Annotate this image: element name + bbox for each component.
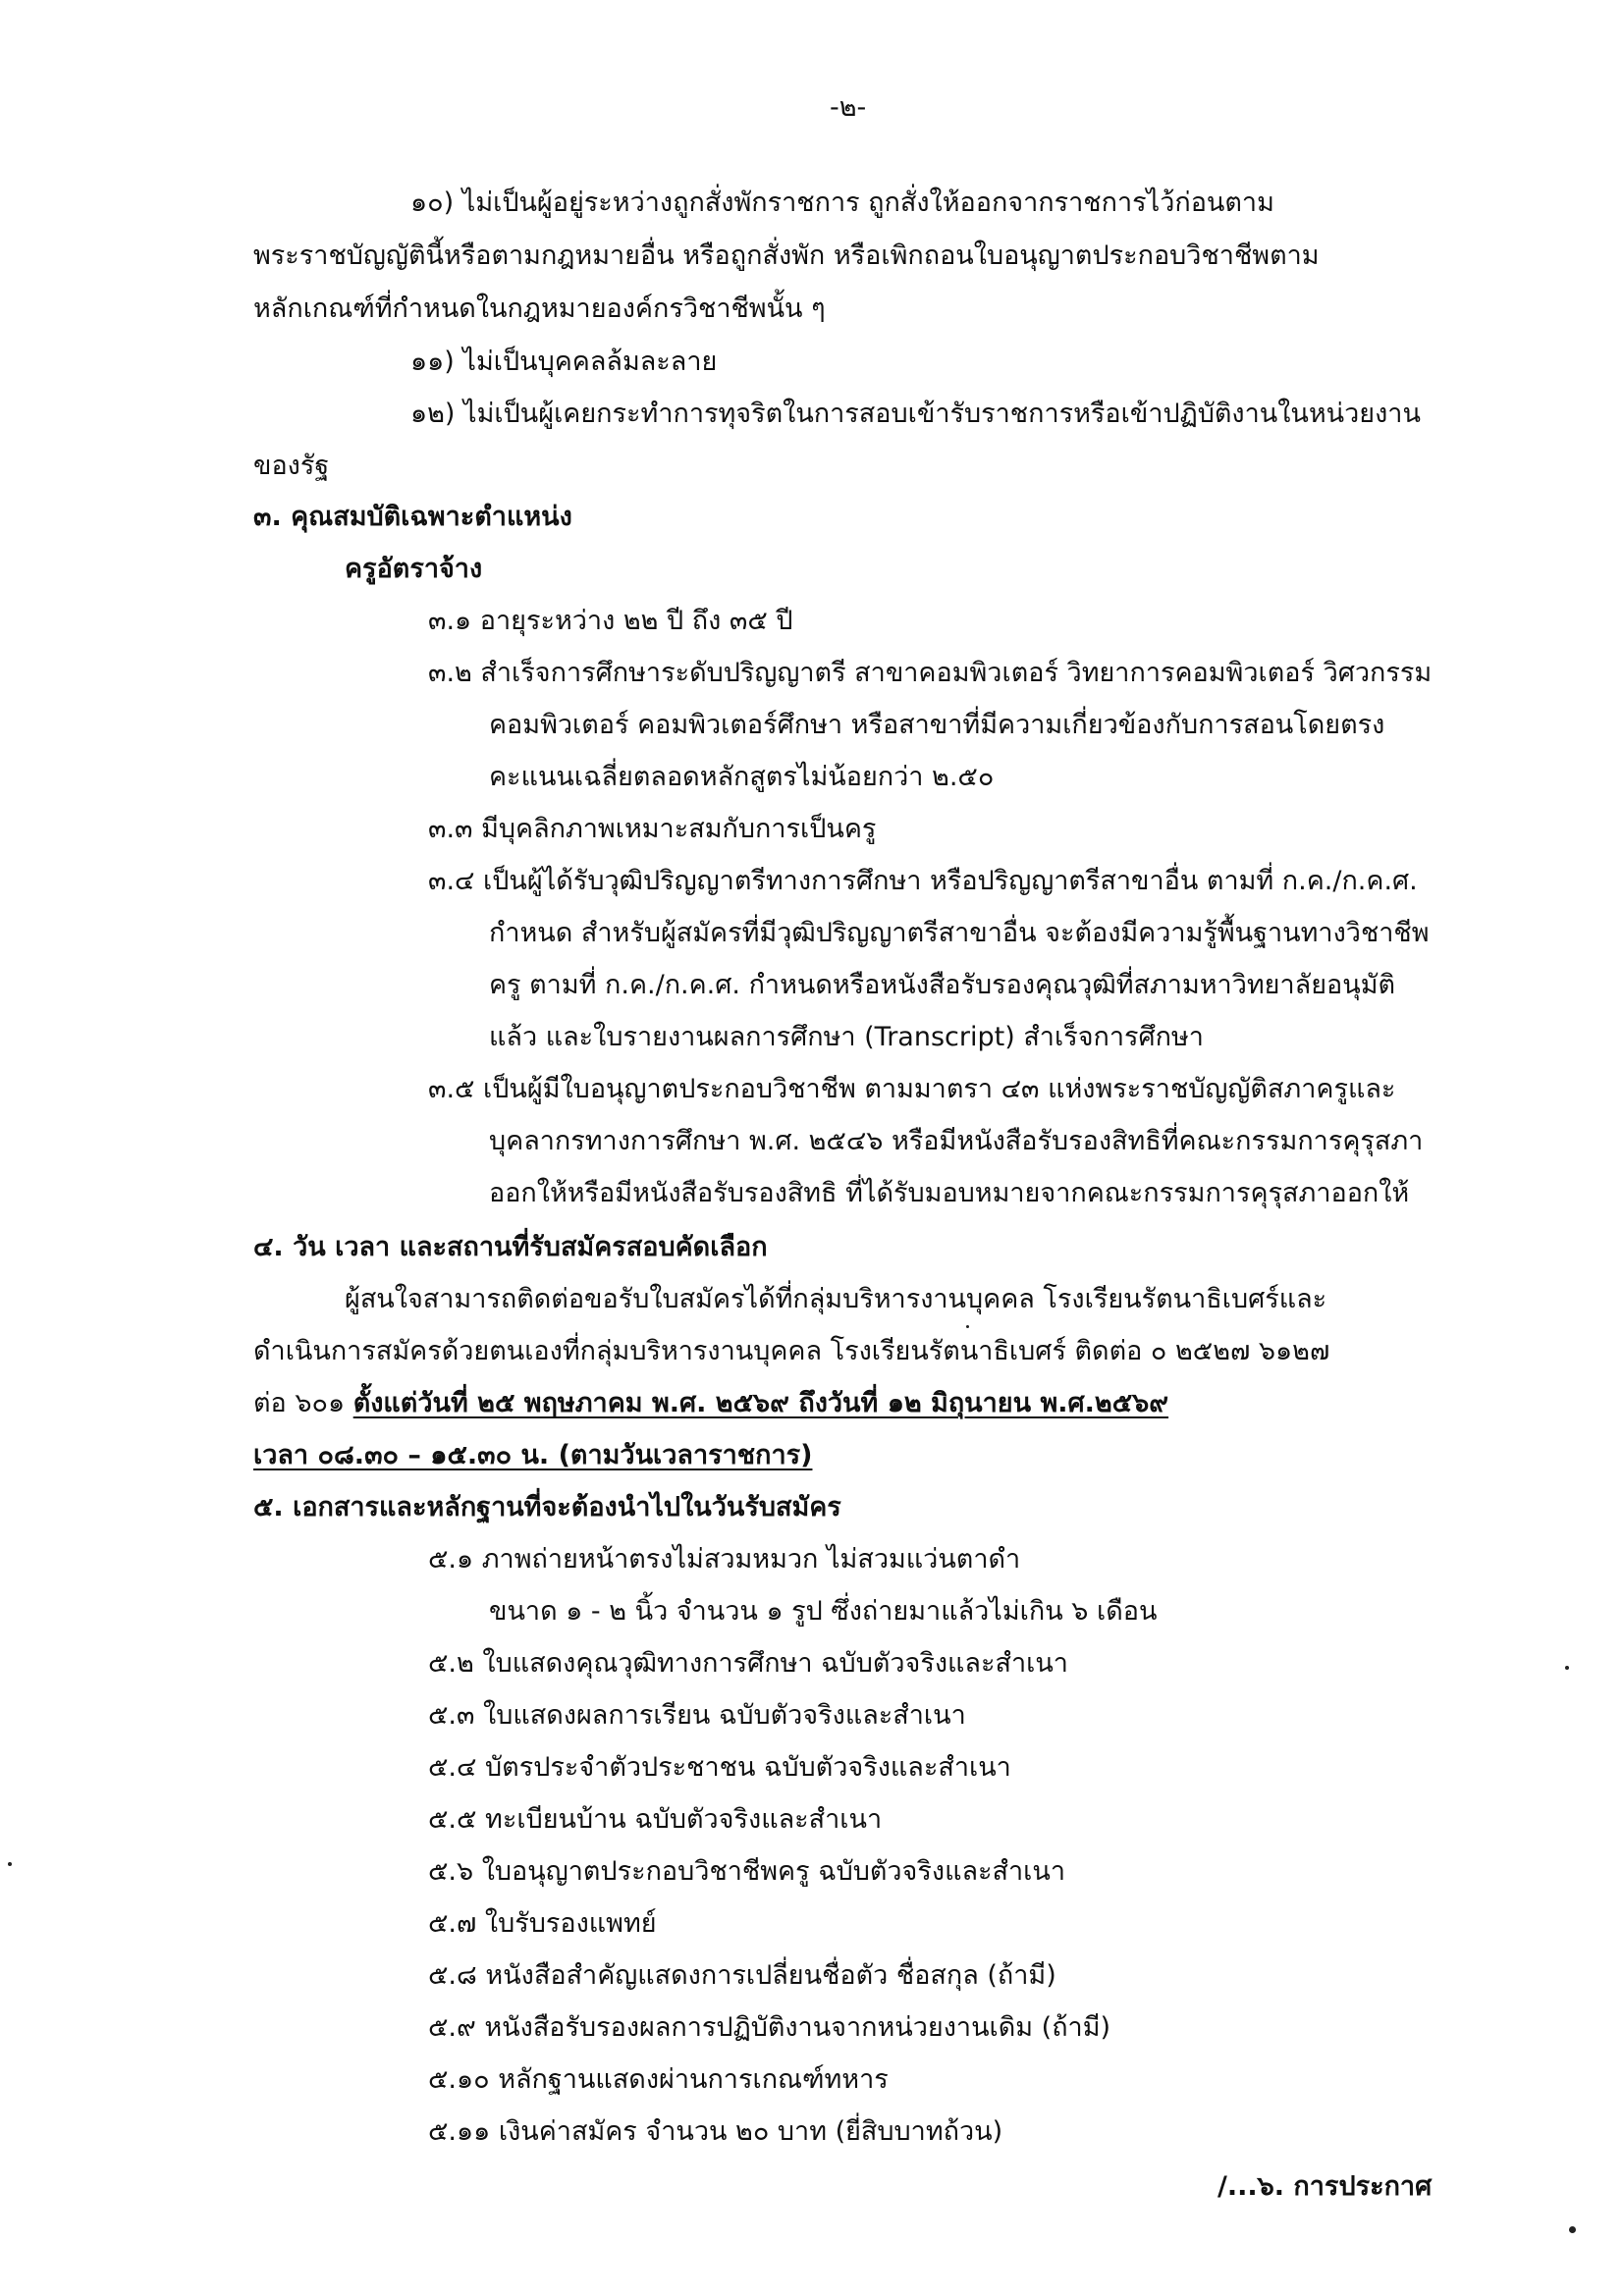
section-3-heading: ๓. คุณสมบัติเฉพาะตำแหน่ง [253, 502, 572, 532]
item-5-9: ๕.๙ หนังสือรับรองผลการปฏิบัติงานจากหน่วยงานเดิม (ถ้ามี) [428, 2012, 1111, 2043]
application-dates: ตั้งแต่วันที่ ๒๕ พฤษภาคม พ.ศ. ๒๕๖๙ ถึงวันที่ ๑๒ มิถุนายน พ.ศ.๒๕๖๙ [352, 1388, 1169, 1418]
item-5-8: ๕.๘ หนังสือสำคัญแสดงการเปลี่ยนชื่อตัว ชื่อสกุล (ถ้ามี) [428, 1960, 1056, 1991]
item-3-5-line-1: ๓.๕ เป็นผู้มีใบอนุญาตประกอบวิชาชีพ ตามมาตรา ๔๓ แห่งพระราชบัญญัติสภาครูและ [428, 1074, 1396, 1104]
section-5-heading: ๕. เอกสารและหลักฐานที่จะต้องนำไปในวันรับสมัคร [253, 1492, 841, 1522]
item-3-4-line-4: แล้ว และใบรายงานผลการศึกษา (Transcript) สำเร็จการศึกษา [489, 1022, 1204, 1052]
item-3-2-line-2: คอมพิวเตอร์ คอมพิวเตอร์ศึกษา หรือสาขาที่มีความเกี่ยวข้องกับการสอนโดยตรง [489, 710, 1385, 740]
application-hours: เวลา ๐๘.๓๐ – ๑๕.๓๐ น. (ตามวันเวลาราชการ) [253, 1440, 813, 1470]
item-3-2-line-1: ๓.๒ สำเร็จการศึกษาระดับปริญญาตรี สาขาคอมพิวเตอร์ วิทยาการคอมพิวเตอร์ วิศวกรรม [428, 658, 1433, 688]
section-4-line-1: ผู้สนใจสามารถติดต่อขอรับใบสมัครได้ที่กลุ่มบริหารงานบุคคล โรงเรียนรัตนาธิเบศร์และ [345, 1284, 1327, 1314]
qualification-12-line-1: ๑๒) ไม่เป็นผู้เคยกระทำการทุจริตในการสอบเข้ารับราชการหรือเข้าปฏิบัติงานในหน่วยงาน [410, 399, 1421, 429]
page-number: -๒- [830, 92, 867, 123]
item-5-2: ๕.๒ ใบแสดงคุณวุฒิทางการศึกษา ฉบับตัวจริงและสำเนา [428, 1648, 1068, 1679]
item-5-1-line-1: ๕.๑ ภาพถ่ายหน้าตรงไม่สวมหมวก ไม่สวมแว่นตาดำ [428, 1544, 1021, 1575]
section-4-line-2: ดำเนินการสมัครด้วยตนเองที่กลุ่มบริหารงานบุคคล โรงเรียนรัตนาธิเบศร์ ติดต่อ ๐ ๒๕๒๗ ๖๑๒๗ [253, 1336, 1330, 1366]
item-3-4-line-1: ๓.๔ เป็นผู้ได้รับวุฒิปริญญาตรีทางการศึกษา หรือปริญญาตรีสาขาอื่น ตามที่ ก.ค./ก.ค.ศ. [428, 866, 1418, 896]
scan-speck [1565, 1666, 1569, 1670]
item-3-4-line-2: กำหนด สำหรับผู้สมัครที่มีวุฒิปริญญาตรีสาขาอื่น จะต้องมีความรู้พื้นฐานทางวิชาชีพ [489, 918, 1430, 948]
item-5-5: ๕.๕ ทะเบียนบ้าน ฉบับตัวจริงและสำเนา [428, 1804, 883, 1835]
qualification-12-line-2: ของรัฐ [253, 451, 330, 481]
item-5-11: ๕.๑๑ เงินค่าสมัคร จำนวน ๒๐ บาท (ยี่สิบบาทถ้วน) [428, 2116, 1003, 2147]
scan-speck [1569, 2226, 1576, 2233]
item-3-5-line-3: ออกให้หรือมีหนังสือรับรองสิทธิ ที่ได้รับมอบหมายจากคณะกรรมการคุรุสภาออกให้ [489, 1178, 1410, 1208]
section-4-line-3 [253, 1384, 1168, 1423]
item-3-4-line-3: ครู ตามที่ ก.ค./ก.ค.ศ. กำหนดหรือหนังสือรับรองคุณวุฒิที่สภามหาวิทยาลัยอนุมัติ [489, 970, 1396, 1000]
qualification-10-line-2: พระราชบัญญัตินี้หรือตามกฎหมายอื่น หรือถูกสั่งพัก หรือเพิกถอนใบอนุญาตประกอบวิชาชีพตาม [253, 240, 1320, 271]
item-5-6: ๕.๖ ใบอนุญาตประกอบวิชาชีพครู ฉบับตัวจริงและสำเนา [428, 1856, 1066, 1887]
scan-speck [8, 1862, 12, 1866]
section-4-heading: ๔. วัน เวลา และสถานที่รับสมัครสอบคัดเลือก [253, 1232, 768, 1262]
phone-extension: ต่อ ๖๐๑ [253, 1388, 346, 1418]
item-3-1: ๓.๑ อายุระหว่าง ๒๒ ปี ถึง ๓๕ ปี [428, 606, 793, 636]
item-5-3: ๕.๓ ใบแสดงผลการเรียน ฉบับตัวจริงและสำเนา [428, 1700, 966, 1731]
qualification-10-line-3: หลักเกณฑ์ที่กำหนดในกฎหมายองค์กรวิชาชีพนั้น ๆ [253, 294, 826, 324]
item-3-5-line-2: บุคลากรทางการศึกษา พ.ศ. ๒๕๔๖ หรือมีหนังสือรับรองสิทธิที่คณะกรรมการคุรุสภา [489, 1126, 1424, 1156]
section-3-subheading: ครูอัตราจ้าง [345, 554, 483, 584]
item-5-7: ๕.๗ ใบรับรองแพทย์ [428, 1908, 657, 1939]
item-5-4: ๕.๔ บัตรประจำตัวประชาชน ฉบับตัวจริงและสำเนา [428, 1752, 1011, 1783]
continuation-note: /...๖. การประกาศ [1217, 2171, 1433, 2202]
item-5-10: ๕.๑๐ หลักฐานแสดงผ่านการเกณฑ์ทหาร [428, 2064, 889, 2095]
item-3-2-line-3: คะแนนเฉลี่ยตลอดหลักสูตรไม่น้อยกว่า ๒.๕๐ [489, 762, 995, 792]
item-3-3: ๓.๓ มีบุคลิกภาพเหมาะสมกับการเป็นครู [428, 814, 877, 844]
qualification-11: ๑๑) ไม่เป็นบุคคลล้มละลาย [410, 347, 718, 377]
scan-speck [966, 1325, 969, 1328]
item-5-1-line-2: ขนาด ๑ - ๒ นิ้ว จำนวน ๑ รูป ซึ่งถ่ายมาแล้วไม่เกิน ๖ เดือน [489, 1596, 1158, 1627]
qualification-10-line-1: ๑๐) ไม่เป็นผู้อยู่ระหว่างถูกสั่งพักราชการ ถูกสั่งให้ออกจากราชการไว้ก่อนตาม [410, 187, 1274, 218]
